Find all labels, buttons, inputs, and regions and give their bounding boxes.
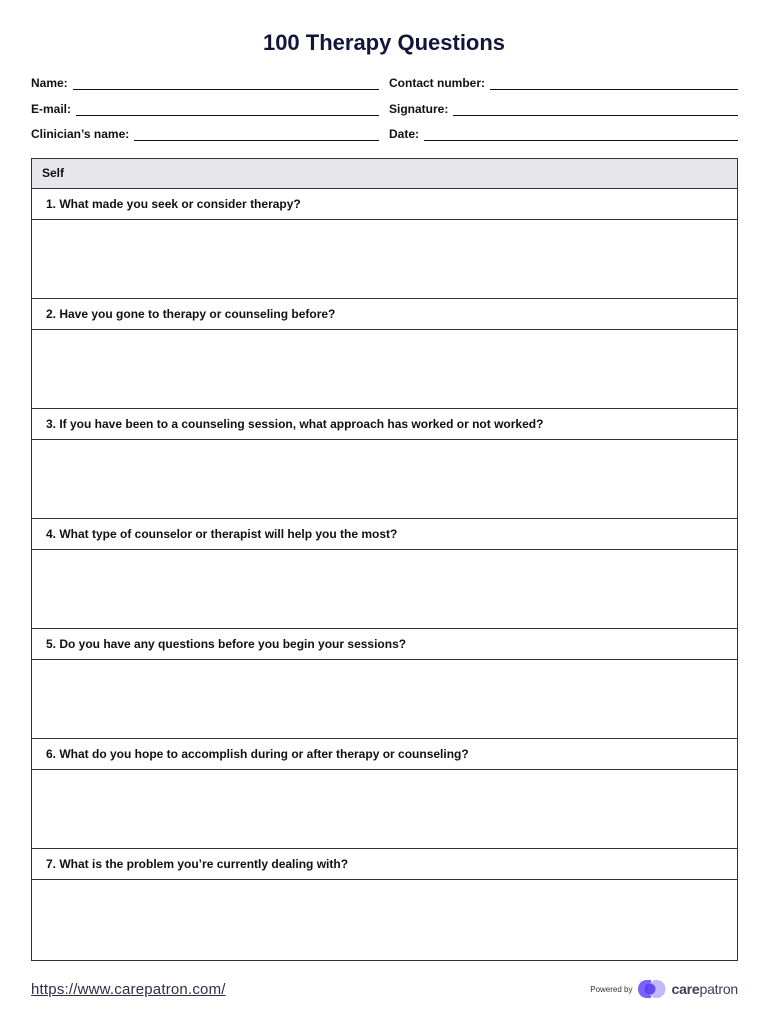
question-row: 2. Have you gone to therapy or counseling before? bbox=[32, 299, 737, 330]
brand-name-part1: care bbox=[671, 981, 700, 997]
section-header-self: Self bbox=[32, 159, 737, 189]
date-field[interactable] bbox=[389, 125, 738, 141]
contact-number-field[interactable] bbox=[389, 74, 738, 90]
email-label: E-mail: bbox=[31, 102, 72, 116]
date-label: Date: bbox=[389, 127, 420, 141]
signature-field[interactable] bbox=[389, 100, 738, 116]
question-row: 3. If you have been to a counseling session, what approach has worked or not worked? bbox=[32, 409, 737, 440]
signature-label: Signature: bbox=[389, 102, 449, 116]
name-input-line[interactable] bbox=[73, 78, 379, 90]
name-field[interactable] bbox=[31, 74, 379, 90]
question-row: 6. What do you hope to accomplish during or after therapy or counseling? bbox=[32, 739, 737, 770]
answer-box[interactable] bbox=[32, 220, 737, 299]
answer-box[interactable] bbox=[32, 660, 737, 739]
powered-by-badge[interactable] bbox=[590, 979, 738, 999]
date-input-line[interactable] bbox=[424, 129, 738, 141]
question-row: 7. What is the problem you’re currently dealing with? bbox=[32, 849, 737, 880]
clinician-name-label: Clinician’s name: bbox=[31, 127, 130, 141]
email-input-line[interactable] bbox=[76, 104, 379, 116]
footer-website-link[interactable]: https://www.carepatron.com/ bbox=[31, 981, 226, 998]
clinician-name-field[interactable] bbox=[31, 125, 379, 141]
signature-input-line[interactable] bbox=[453, 104, 738, 116]
answer-box[interactable] bbox=[32, 550, 737, 629]
question-row: 5. Do you have any questions before you begin your sessions? bbox=[32, 629, 737, 660]
name-label: Name: bbox=[31, 76, 68, 90]
answer-box[interactable] bbox=[32, 880, 737, 960]
contact-number-label: Contact number: bbox=[389, 76, 485, 90]
powered-by-label: Powered by bbox=[590, 984, 633, 994]
brand-name bbox=[671, 981, 738, 997]
email-field[interactable] bbox=[31, 100, 379, 116]
question-row: 1. What made you seek or consider therapy? bbox=[32, 189, 737, 220]
answer-box[interactable] bbox=[32, 770, 737, 849]
contact-number-input-line[interactable] bbox=[490, 78, 738, 90]
answer-box[interactable] bbox=[32, 330, 737, 409]
carepatron-logo-icon bbox=[637, 979, 667, 999]
page-title: 100 Therapy Questions bbox=[262, 30, 506, 55]
questions-table bbox=[31, 158, 738, 961]
question-row: 4. What type of counselor or therapist will help you the most? bbox=[32, 519, 737, 550]
brand-name-part2: patron bbox=[699, 981, 738, 997]
answer-box[interactable] bbox=[32, 440, 737, 519]
clinician-name-input-line[interactable] bbox=[134, 129, 379, 141]
